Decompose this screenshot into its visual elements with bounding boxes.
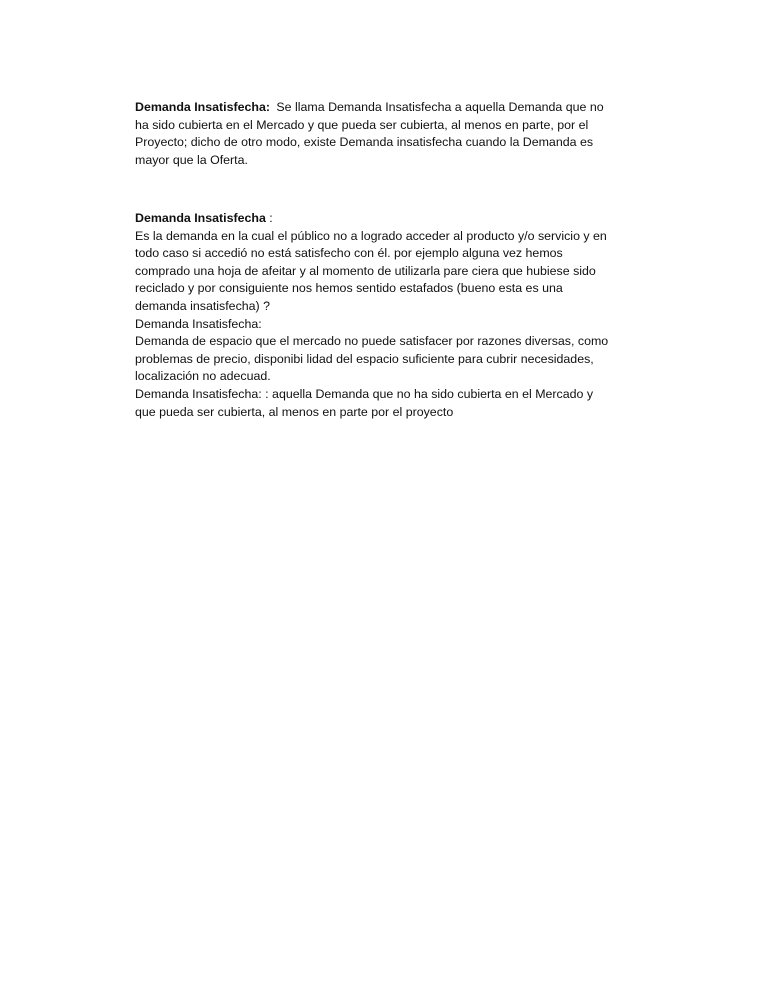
definition-paragraph-1 (135, 99, 635, 169)
paragraph-1-line-2: ha sido cubierta en el Mercado y que pueda ser cubierta, al menos en parte, por el (135, 117, 589, 132)
paragraph-2-heading: Demanda Insatisfecha (135, 211, 266, 225)
paragraph-2-line-9: localización no adecuad. (135, 369, 271, 384)
paragraph-2-line-2: todo caso si accedió no está satisfecho con él. por ejemplo alguna vez hemos (135, 246, 563, 261)
paragraph-2-line-8: problemas de precio, disponibi lidad del espacio suficiente para cubrir necesidades, (135, 351, 594, 366)
paragraph-2-line-6: Demanda Insatisfecha: (135, 316, 262, 331)
paragraph-1-line-1 (135, 99, 635, 117)
paragraph-1-text: Se llama Demanda Insatisfecha a aquella Demanda que no (276, 100, 604, 114)
paragraph-2-line-11: que pueda ser cubierta, al menos en parte por el proyecto (135, 404, 454, 419)
paragraph-2-heading-line (135, 210, 635, 228)
paragraph-1-line-3: Proyecto; dicho de otro modo, existe Demanda insatisfecha cuando la Demanda es (135, 135, 594, 150)
paragraph-2-line-7: Demanda de espacio que el mercado no puede satisfacer por razones diversas, como (135, 334, 609, 349)
paragraph-2-line-1: Es la demanda en la cual el público no a logrado acceder al producto y/o servicio y en (135, 228, 607, 243)
paragraph-2-heading-colon: : (265, 211, 273, 225)
paragraph-1-line-4: mayor que la Oferta. (135, 152, 248, 167)
paragraph-2-line-10: Demanda Insatisfecha: : aquella Demanda que no ha sido cubierta en el Mercado y (135, 386, 594, 401)
definition-paragraph-2 (135, 210, 635, 421)
paragraph-2-line-4: reciclado y por consiguiente nos hemos sentido estafados (bueno esta es una (135, 281, 563, 296)
paragraph-2-line-3: comprado una hoja de afeitar y al momento de utilizarla pare ciera que hubiese sido (135, 263, 596, 278)
definition-term: Demanda Insatisfecha: (135, 100, 270, 114)
paragraph-2-line-5: demanda insatisfecha) ? (135, 298, 271, 313)
